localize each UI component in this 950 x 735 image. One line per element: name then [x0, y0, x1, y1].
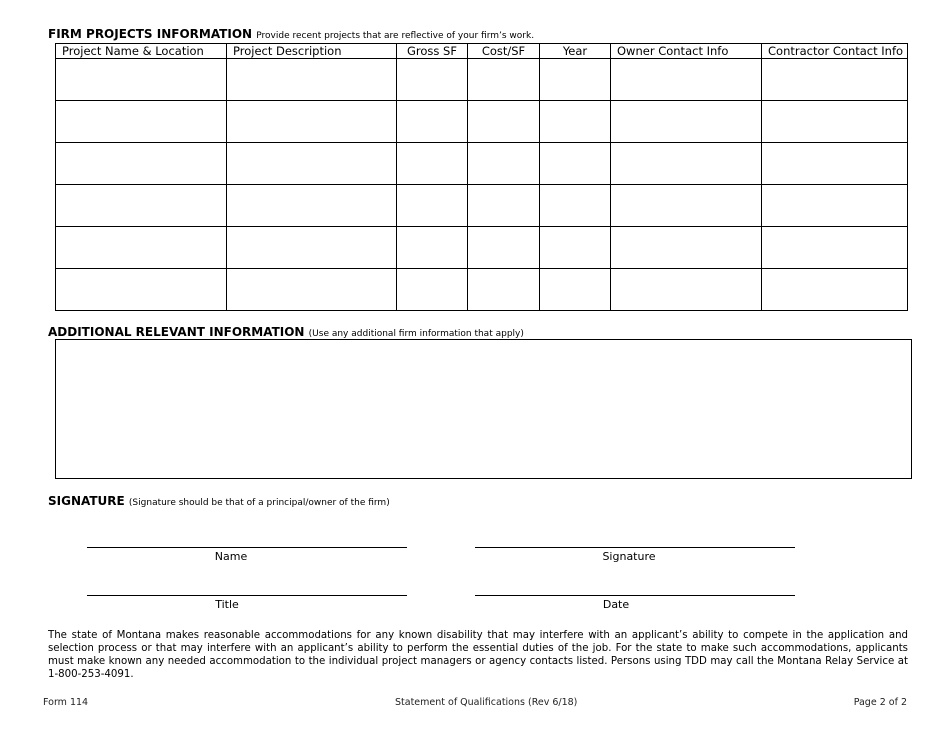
- cell-gross-sf[interactable]: [397, 185, 468, 227]
- table-row: [56, 59, 908, 101]
- cell-contractor-contact[interactable]: [762, 143, 908, 185]
- cell-project-name[interactable]: [56, 143, 227, 185]
- cell-project-description[interactable]: [227, 269, 397, 311]
- cell-owner-contact[interactable]: [611, 101, 762, 143]
- table-row: [56, 143, 908, 185]
- cell-cost-sf[interactable]: [468, 185, 540, 227]
- date-line[interactable]: [475, 595, 795, 596]
- table-row: [56, 227, 908, 269]
- col-year: Year: [540, 44, 611, 59]
- cell-project-description[interactable]: [227, 185, 397, 227]
- projects-title: FIRM PROJECTS INFORMATION: [48, 27, 253, 41]
- cell-year[interactable]: [540, 143, 611, 185]
- name-label: Name: [214, 550, 248, 563]
- projects-heading: [48, 27, 534, 41]
- title-line[interactable]: [87, 595, 407, 596]
- cell-project-description[interactable]: [227, 101, 397, 143]
- table-row: [56, 101, 908, 143]
- cell-cost-sf[interactable]: [468, 101, 540, 143]
- additional-heading: [48, 325, 524, 339]
- cell-contractor-contact[interactable]: [762, 227, 908, 269]
- cell-year[interactable]: [540, 185, 611, 227]
- additional-title: ADDITIONAL RELEVANT INFORMATION: [48, 325, 305, 339]
- footer-form-number: Form 114: [43, 697, 89, 708]
- cell-owner-contact[interactable]: [611, 227, 762, 269]
- additional-info-field[interactable]: [55, 339, 912, 479]
- cell-gross-sf[interactable]: [397, 101, 468, 143]
- cell-contractor-contact[interactable]: [762, 185, 908, 227]
- projects-table: [55, 43, 908, 311]
- cell-project-name[interactable]: [56, 59, 227, 101]
- col-project-name: Project Name & Location: [56, 44, 227, 59]
- cell-owner-contact[interactable]: [611, 143, 762, 185]
- signature-label: Signature: [602, 550, 656, 563]
- cell-cost-sf[interactable]: [468, 269, 540, 311]
- cell-contractor-contact[interactable]: [762, 59, 908, 101]
- col-cost-sf: Cost/SF: [468, 44, 540, 59]
- signature-title: SIGNATURE: [48, 494, 125, 508]
- cell-gross-sf[interactable]: [397, 269, 468, 311]
- col-contractor-contact: Contractor Contact Info: [762, 44, 908, 59]
- col-project-description: Project Description: [227, 44, 397, 59]
- cell-project-description[interactable]: [227, 143, 397, 185]
- table-row: [56, 185, 908, 227]
- date-label: Date: [602, 598, 630, 611]
- signature-note: (Signature should be that of a principal/owner of the firm): [128, 498, 390, 508]
- col-owner-contact: Owner Contact Info: [611, 44, 762, 59]
- cell-project-name[interactable]: [56, 269, 227, 311]
- cell-project-description[interactable]: [227, 227, 397, 269]
- additional-note: (Use any additional firm information that apply): [308, 329, 524, 339]
- table-row: [56, 269, 908, 311]
- cell-cost-sf[interactable]: [468, 143, 540, 185]
- cell-contractor-contact[interactable]: [762, 269, 908, 311]
- cell-project-description[interactable]: [227, 59, 397, 101]
- cell-owner-contact[interactable]: [611, 269, 762, 311]
- cell-contractor-contact[interactable]: [762, 101, 908, 143]
- table-header-row: [56, 44, 908, 59]
- cell-gross-sf[interactable]: [397, 59, 468, 101]
- cell-year[interactable]: [540, 101, 611, 143]
- title-label: Title: [215, 598, 239, 611]
- cell-project-name[interactable]: [56, 227, 227, 269]
- signature-line[interactable]: [475, 547, 795, 548]
- cell-owner-contact[interactable]: [611, 59, 762, 101]
- cell-year[interactable]: [540, 227, 611, 269]
- col-gross-sf: Gross SF: [397, 44, 468, 59]
- cell-year[interactable]: [540, 269, 611, 311]
- cell-cost-sf[interactable]: [468, 59, 540, 101]
- footer-form-title: Statement of Qualifications (Rev 6/18): [395, 697, 578, 708]
- cell-gross-sf[interactable]: [397, 227, 468, 269]
- footer-page-number: Page 2 of 2: [853, 697, 907, 708]
- cell-gross-sf[interactable]: [397, 143, 468, 185]
- cell-owner-contact[interactable]: [611, 185, 762, 227]
- signature-heading: [48, 494, 390, 508]
- projects-note: Provide recent projects that are reflective of your firm’s work.: [256, 31, 535, 41]
- cell-year[interactable]: [540, 59, 611, 101]
- name-line[interactable]: [87, 547, 407, 548]
- accommodation-disclaimer: The state of Montana makes reasonable accommodations for any known disability that may interfere with an applicant’s ability to compete in the application and selection process or that may interfere with an applicant’s ability to perform the essential duties of the job. For the state to make such accommodations, applicants must make known any needed accommodation to the individual project managers or agency contacts listed. Persons using TDD may call the Montana Relay Service at 1-800-253-4091.: [48, 630, 908, 680]
- cell-project-name[interactable]: [56, 185, 227, 227]
- cell-project-name[interactable]: [56, 101, 227, 143]
- cell-cost-sf[interactable]: [468, 227, 540, 269]
